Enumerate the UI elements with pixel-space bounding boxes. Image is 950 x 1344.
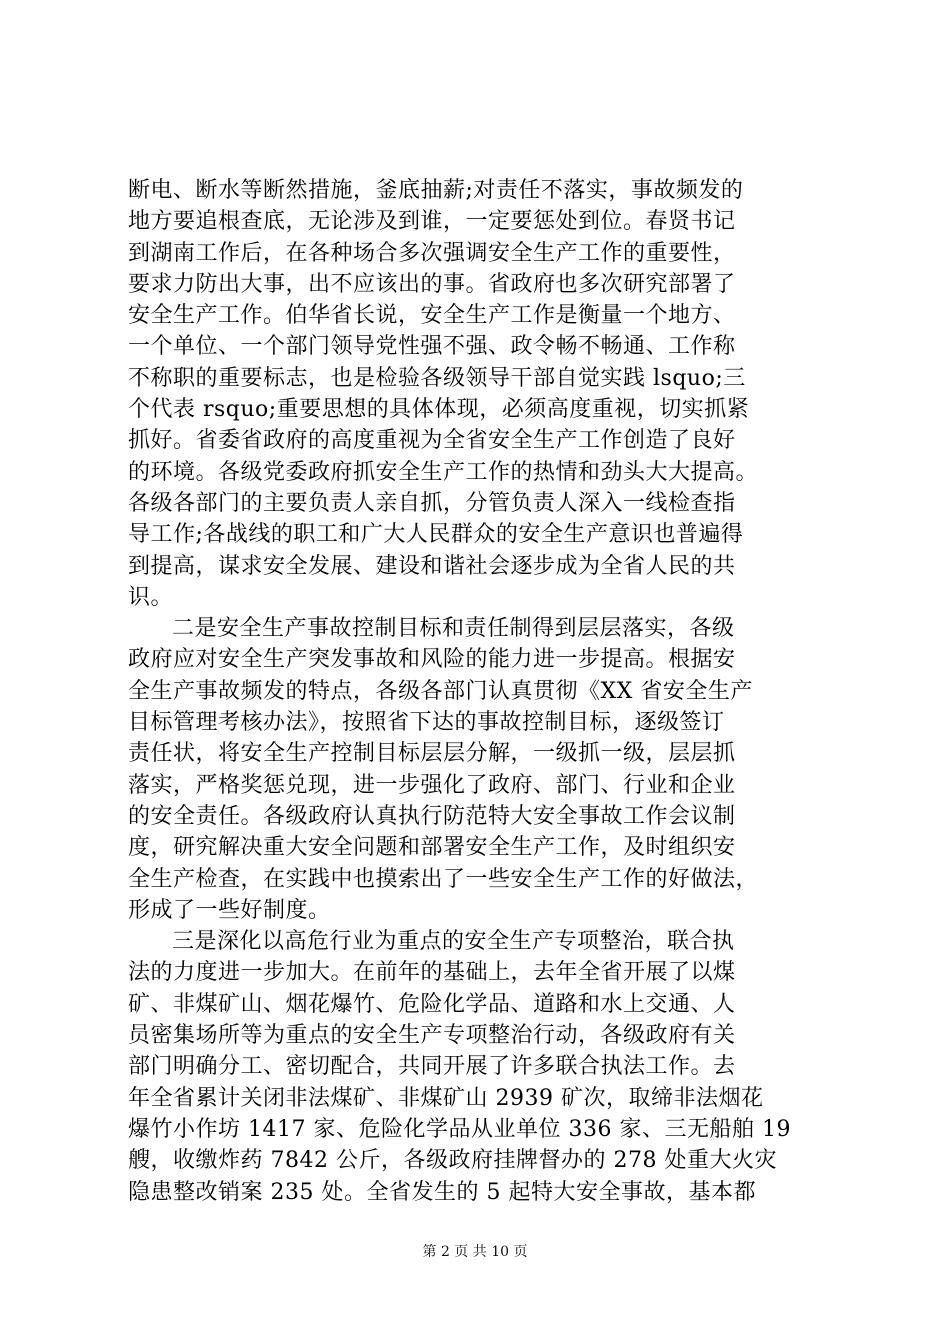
text-line: 隐患整改销案 235 处。全省发生的 5 起特大安全事故，基本都 <box>128 1179 756 1205</box>
text-line: 形成了一些好制度。 <box>128 897 331 923</box>
text-line: 各级各部门的主要负责人亲自抓，分管负责人深入一线检查指 <box>128 490 736 516</box>
text-line: 识。 <box>128 584 174 610</box>
text-line: 要求力防出大事，出不应该出的事。省政府也多次研究部署了 <box>128 271 736 297</box>
text-line: 矿、非煤矿山、烟花爆竹、危险化学品、道路和水上交通、人 <box>128 991 736 1017</box>
paragraph-start-line: 三是深化以高危行业为重点的安全生产专项整治，联合执 <box>172 929 735 955</box>
text-line: 法的力度进一步加大。在前年的基础上，去年全省开展了以煤 <box>128 960 736 986</box>
text-line: 一个单位、一个部门领导党性强不强、政令畅不畅通、工作称 <box>128 334 736 360</box>
text-line: 地方要追根查底，无论涉及到谁，一定要惩处到位。春贤书记 <box>128 209 736 235</box>
text-line: 落实，严格奖惩兑现，进一步强化了政府、部门、行业和企业 <box>128 772 736 798</box>
text-line: 年全省累计关闭非法煤矿、非煤矿山 2939 矿次，取缔非法烟花 <box>128 1085 764 1111</box>
text-line: 抓好。省委省政府的高度重视为全省安全生产工作创造了良好 <box>128 428 736 454</box>
text-line: 全生产事故频发的特点，各级各部门认真贯彻《XX 省安全生产 <box>128 678 753 704</box>
text-line: 的安全责任。各级政府认真执行防范特大安全事故工作会议制 <box>128 803 736 829</box>
text-line: 导工作;各战线的职工和广大人民群众的安全生产意识也普遍得 <box>128 522 744 548</box>
text-line: 个代表 rsquo;重要思想的具体体现，必须高度重视，切实抓紧 <box>128 397 750 423</box>
text-line: 到湖南工作后，在各种场合多次强调安全生产工作的重要性， <box>128 240 736 266</box>
text-line: 政府应对安全生产突发事故和风险的能力进一步提高。根据安 <box>128 647 736 673</box>
page-number-footer: 第 2 页 共 10 页 <box>422 1244 528 1260</box>
text-line: 度，研究解决重大安全问题和部署安全生产工作，及时组织安 <box>128 835 736 861</box>
text-line: 的环境。各级党委政府抓安全生产工作的热情和劲头大大提高。 <box>128 459 759 485</box>
text-line: 目标管理考核办法》，按照省下达的事故控制目标，逐级签订 <box>128 710 725 736</box>
text-line: 爆竹小作坊 1417 家、危险化学品从业单位 336 家、三无船舶 19 <box>128 1116 791 1142</box>
text-line: 断电、断水等断然措施，釜底抽薪;对责任不落实，事故频发的 <box>128 178 744 203</box>
body-text <box>128 175 833 1208</box>
text-line: 艘，收缴炸药 7842 公斤，各级政府挂牌督办的 278 处重大火灾 <box>128 1148 777 1174</box>
text-line: 到提高，谋求安全发展、建设和谐社会逐步成为全省人民的共 <box>128 553 736 579</box>
text-line: 不称职的重要标志，也是检验各级领导干部自觉实践 lsquo;三 <box>128 365 746 391</box>
text-line: 部门明确分工、密切配合，共同开展了许多联合执法工作。去 <box>128 1054 736 1080</box>
paragraph-start-line: 二是安全生产事故控制目标和责任制得到层层落实，各级 <box>172 616 735 642</box>
text-line: 全生产检查，在实践中也摸索出了一些安全生产工作的好做法， <box>128 866 759 892</box>
text-line: 责任状，将安全生产控制目标层层分解，一级抓一级，层层抓 <box>128 741 736 767</box>
text-line: 员密集场所等为重点的安全生产专项整治行动，各级政府有关 <box>128 1023 736 1049</box>
text-line: 安全生产工作。伯华省长说，安全生产工作是衡量一个地方、 <box>128 303 736 329</box>
